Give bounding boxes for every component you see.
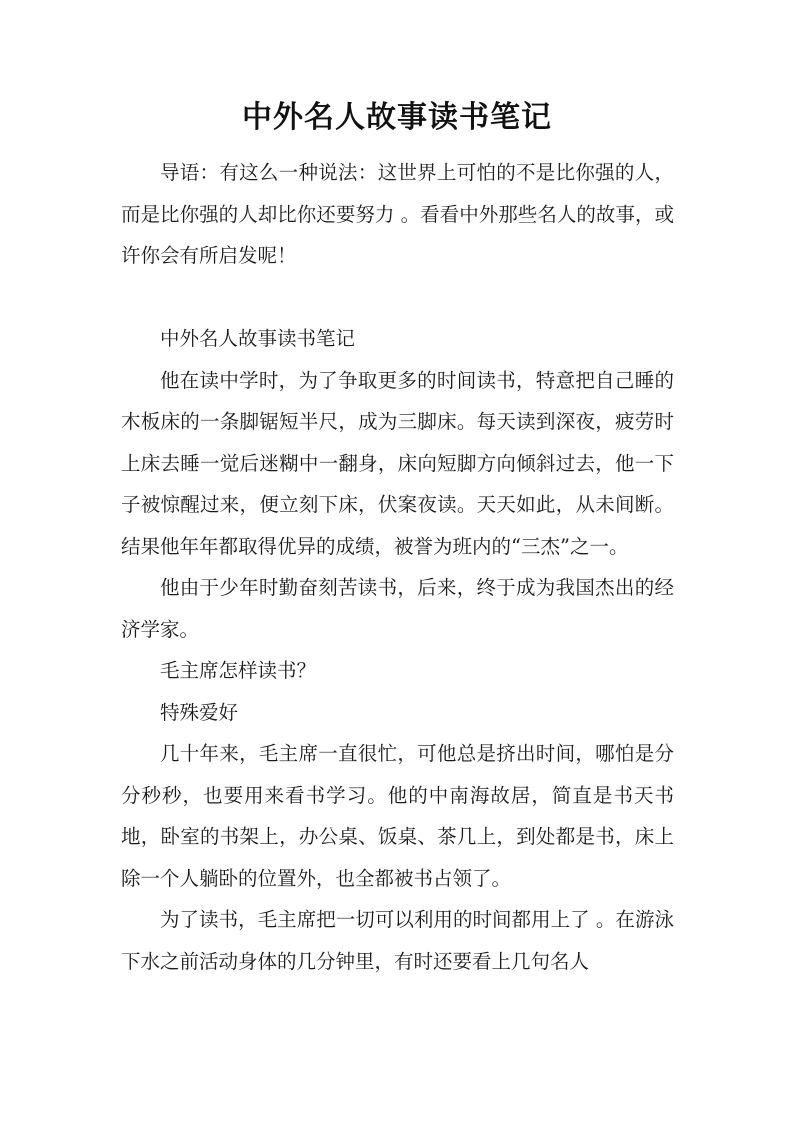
story-paragraph: 他在读中学时，为了争取更多的时间读书，特意把自己睡的木板床的一条脚锯短半尺，成为三脚床。每天读到深夜，疲劳时上床去睡一觉后迷糊中一翻身，床向短脚方向倾斜过去，他一下子被惊醒过来，便立刻下床，伏案夜读。天天如此，从未间断。结果他年年都取得优异的成绩，被誉为班内的“三杰”之一。 xyxy=(121,368,674,558)
blank-line xyxy=(121,277,674,319)
story-conclusion-paragraph: 他由于少年时勤奋刻苦读书，后来，终于成为我国杰出的经济学家。 xyxy=(121,576,674,641)
intro-paragraph: 导语：有这么一种说法：这世界上可怕的不是比你强的人，而是比你强的人却比你还要努力 。看看中外那些名人的故事，或许你会有所启发呢！ xyxy=(121,161,674,267)
subheading: 特殊爱好 xyxy=(160,700,239,724)
section-heading: 中外名人故事读书笔记 xyxy=(160,327,356,350)
body-paragraph: 为了读书，毛主席把一切可以利用的时间都用上了 。在游泳下水之前活动身体的几分钟里，有时还要看上几句名人 xyxy=(121,908,674,973)
question-heading: 毛主席怎样读书？ xyxy=(160,659,317,682)
document-title: 中外名人故事读书笔记 xyxy=(242,100,552,135)
body-paragraph: 几十年来，毛主席一直很忙，可他总是挤出时间，哪怕是分分秒秒，也要用来看书学习。他的中南海故居，简直是书天书地，卧室的书架上，办公桌、饭桌、茶几上，到处都是书，床上除一个人躺卧的位置外，也全都被书占领了。 xyxy=(121,742,674,890)
document-body xyxy=(121,152,674,982)
